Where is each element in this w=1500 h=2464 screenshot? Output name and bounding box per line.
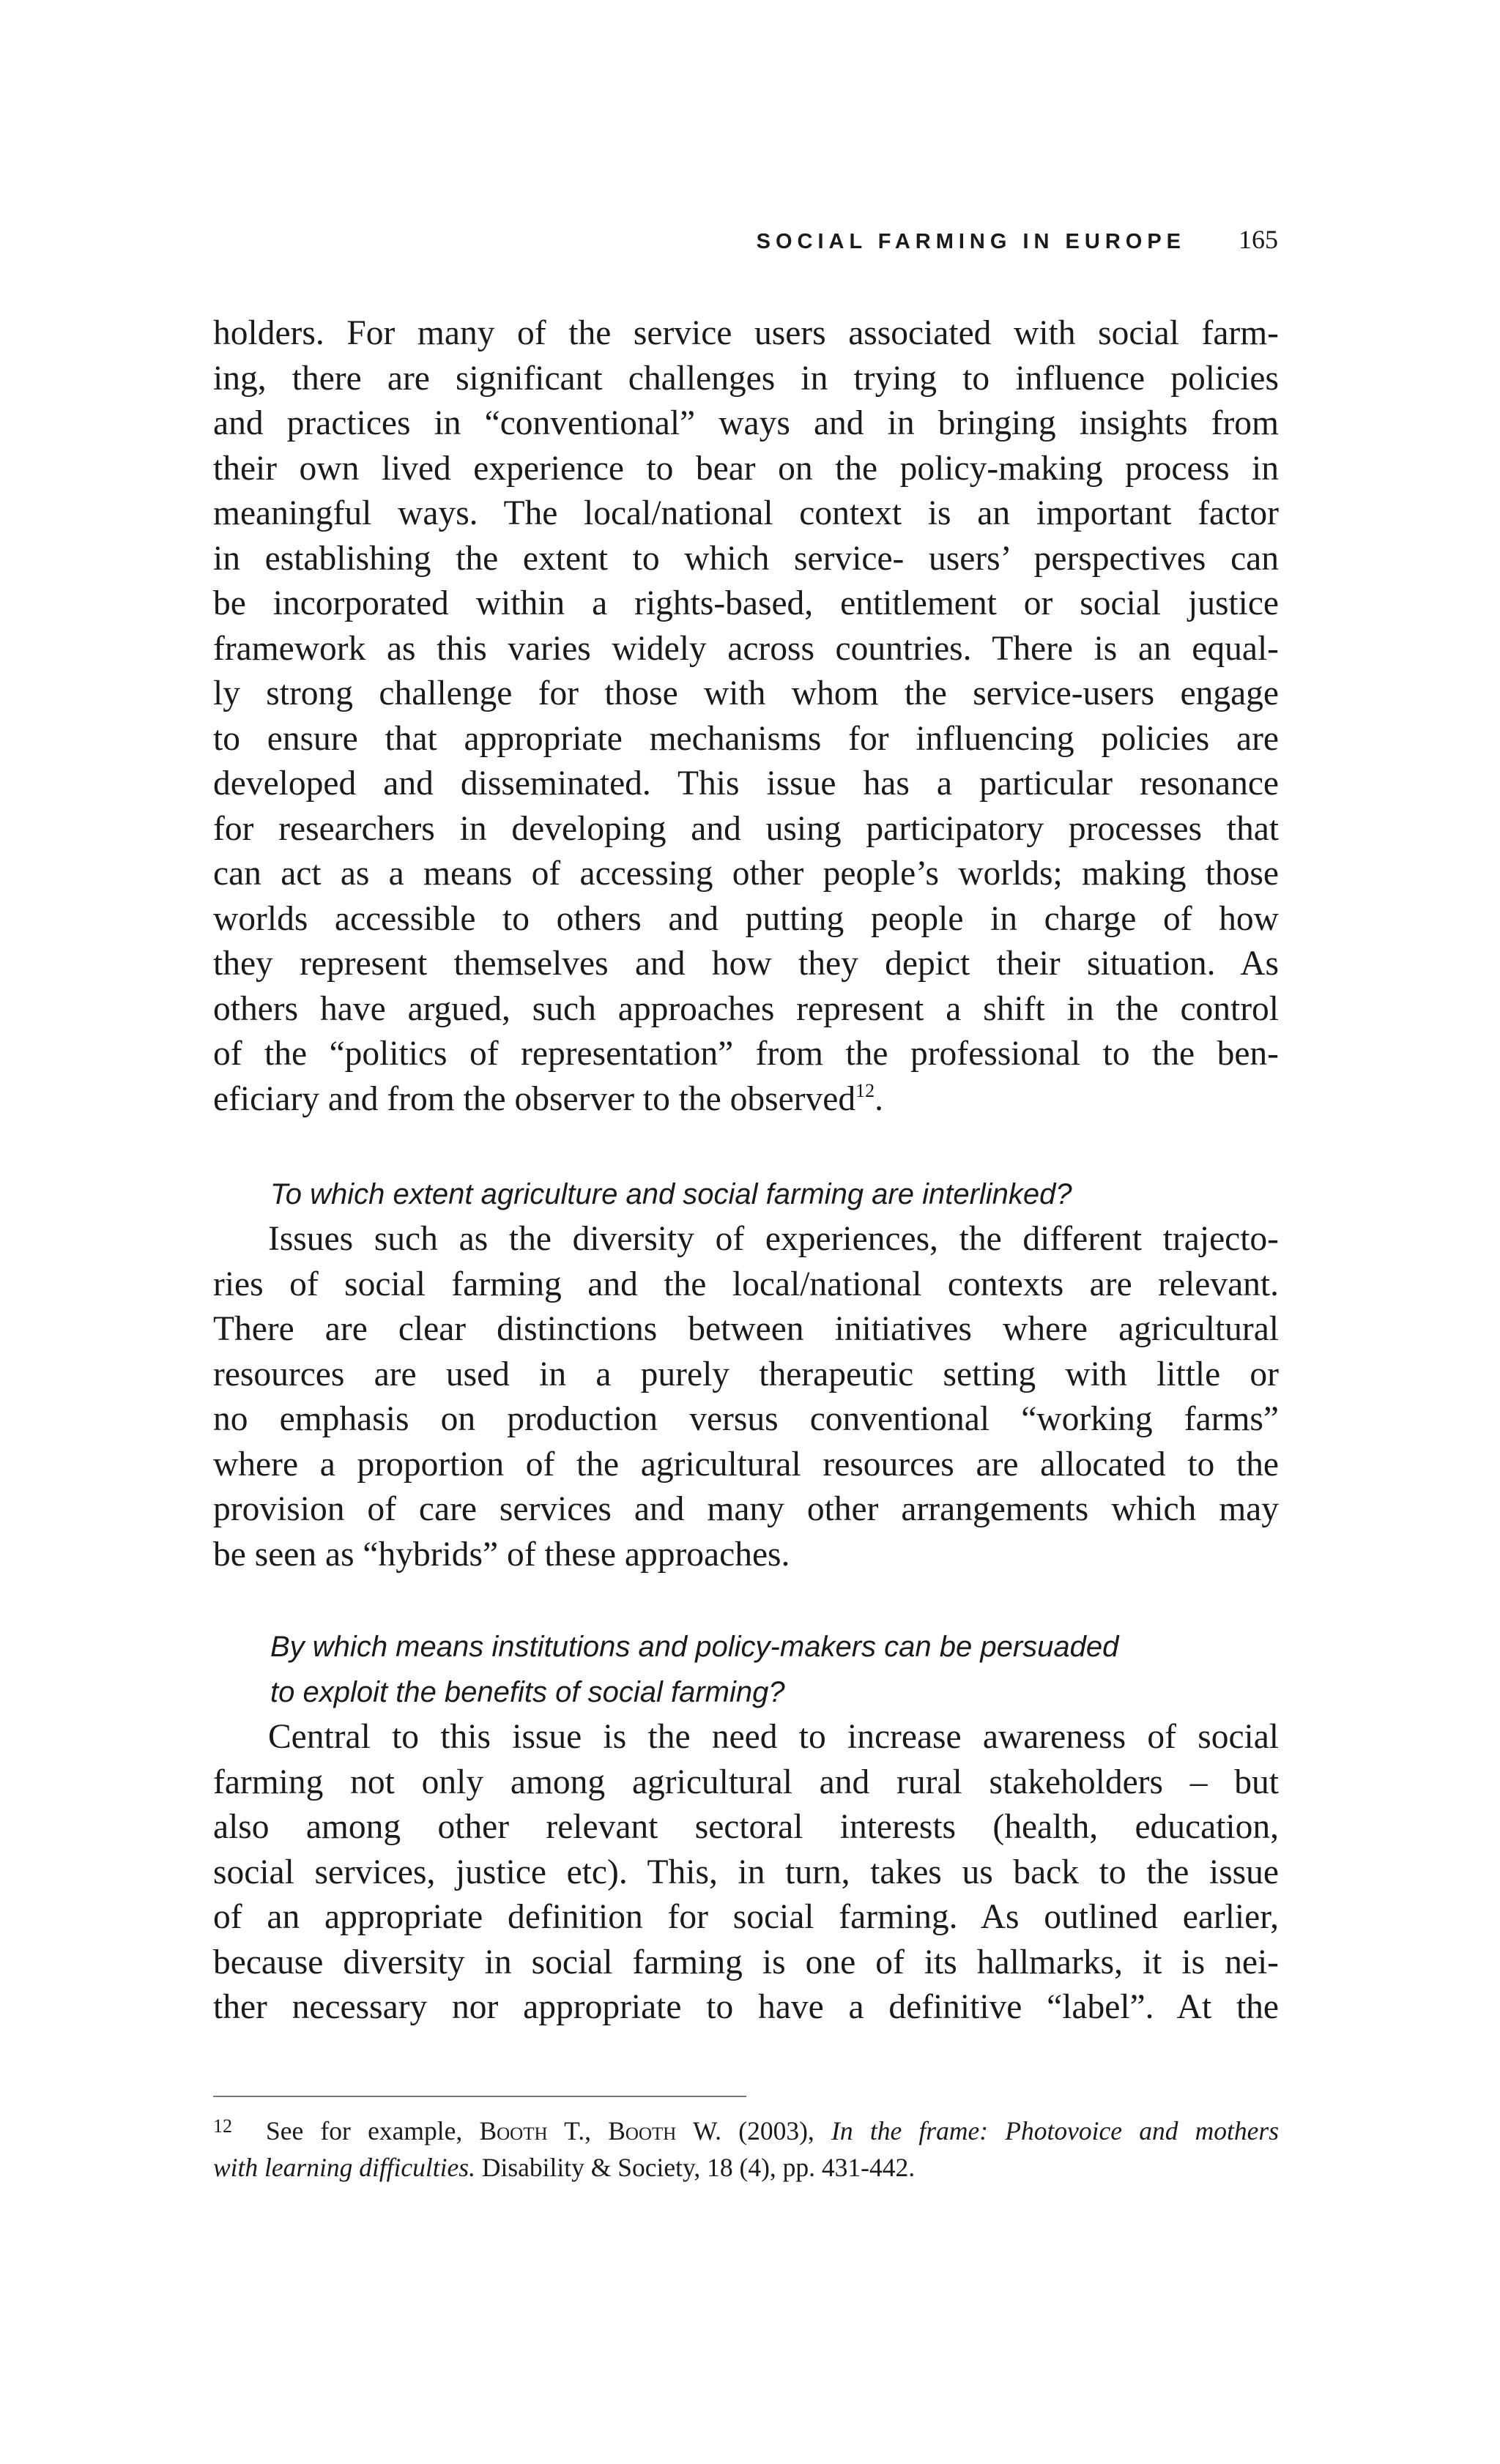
paragraph-line: because diversity in social farming is one of its hallmarks, it is nei- [213,1943,1279,1981]
paragraph-line: farming not only among agricultural and rural stakeholders – but [213,1763,1279,1801]
paragraph-line: to ensure that appropriate mechanisms for influencing policies are [213,719,1279,758]
footnote-title: with learning difficulties. [213,2153,475,2182]
paragraph-line: in establishing the extent to which service- users’ perspectives can [213,539,1279,578]
paragraph-line: no emphasis on production versus conventional “working farms” [213,1400,1279,1438]
page-number: 165 [1239,225,1278,254]
paragraph-line [213,1715,1279,1760]
paragraph-last-line [213,1077,1279,1123]
paragraph-line: resources are used in a purely therapeutic setting with little or [213,1355,1279,1393]
footnote-source: Disability & Society, 18 (4), pp. 431-442. [481,2153,916,2182]
footnote-author: Booth [479,2116,548,2145]
footnote-number: 12 [213,2115,232,2137]
paragraph-line: can act as a means of accessing other people’s worlds; making those [213,855,1279,893]
paragraph-line: developed and disseminated. This issue has a particular resonance [213,764,1279,803]
footnote-author-initial: W. (2003), [692,2116,814,2145]
paragraph-line: their own lived experience to bear on the policy-making process in [213,449,1279,488]
section-question-1 [213,1172,1279,1218]
paragraph-line: of an appropriate definition for social farming. As outlined earlier, [213,1898,1279,1936]
paragraph-line-text: eficiary and from the observer to the observed [213,1079,856,1118]
paragraph-line: they represent themselves and how they depict their situation. As [213,945,1279,983]
running-header [732,224,1278,255]
paragraph-line: ing, there are significant challenges in trying to influence policies [213,359,1279,398]
paragraph-line: worlds accessible to others and putting people in charge of how [213,899,1279,938]
paragraph-line: There are clear distinctions between initiatives where agricultural [213,1310,1279,1348]
paragraph-line: ries of social farming and the local/national contexts are relevant. [213,1265,1279,1303]
paragraph-line: also among other relevant sectoral interests (health, education, [213,1808,1279,1846]
paragraph-line: and practices in “conventional” ways and in bringing insights from [213,404,1279,442]
section-question-2 [213,1625,1279,1715]
footnote-reference[interactable]: 12 [855,1079,875,1101]
paragraph-last-line: be seen as “hybrids” of these approaches. [213,1535,790,1574]
paragraph-line: for researchers in developing and using participatory processes that [213,809,1279,848]
running-title: SOCIAL FARMING IN EUROPE [756,230,1186,253]
question-heading: to exploit the benefits of social farming? [270,1675,785,1708]
paragraph-line: meaningful ways. The local/national context is an important factor [213,494,1279,532]
question-heading: To which extent agriculture and social farming are interlinked? [270,1178,1072,1210]
footnotes [213,2108,1279,2186]
paragraph-line: holders. For many of the service users associated with social farm- [213,314,1279,352]
footnote-author: Booth [608,2116,677,2145]
paragraph-line: where a proportion of the agricultural resources are allocated to the [213,1445,1279,1484]
question-heading: By which means institutions and policy-makers can be persuaded [270,1631,1119,1663]
paragraph-2 [213,1217,1279,1577]
paragraph-line: others have argued, such approaches represent a shift in the control [213,989,1279,1028]
paragraph-line: be incorporated within a rights-based, entitlement or social justice [213,584,1279,622]
footnote-prefix: See for example, [266,2116,463,2145]
paragraph-3 [213,1715,1279,2031]
paragraph-line-text: Central to this issue is the need to increase awareness of social [268,1718,1279,1756]
footnote-line [213,2149,1279,2186]
paragraph-line: of the “politics of representation” from the professional to the ben- [213,1035,1279,1073]
paragraph-line: ly strong challenge for those with whom the service-users engage [213,674,1279,712]
footnote-title: In the frame: Photovoice and mothers [831,2116,1280,2145]
paragraph-line: ther necessary nor appropriate to have a definitive “label”. At the [213,1988,1279,2026]
paragraph-line: provision of care services and many other arrangements which may [213,1490,1279,1528]
footnote-author-initial: T., [564,2116,591,2145]
footnote-line [213,2108,1279,2149]
paragraph-line-end: . [875,1079,883,1118]
paragraph-line-text: Issues such as the diversity of experiences, the different trajecto- [268,1220,1279,1258]
paragraph-line: social services, justice etc). This, in turn, takes us back to the issue [213,1853,1279,1891]
paragraph-line [213,1217,1279,1262]
paragraph-line: framework as this varies widely across countries. There is an equal- [213,629,1279,668]
footnote-divider [213,2096,746,2097]
paragraph-1 [213,311,1279,1122]
